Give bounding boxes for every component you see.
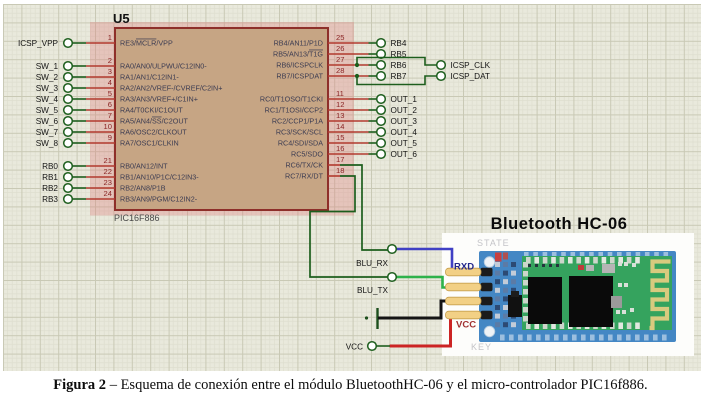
pcb-pad bbox=[635, 257, 640, 264]
pin-number: 22 bbox=[103, 167, 112, 177]
ic-chip-2 bbox=[569, 276, 613, 327]
pcb-pad bbox=[495, 271, 500, 276]
pcb-pad bbox=[608, 335, 613, 341]
pcb-pad bbox=[580, 252, 585, 256]
caption-label: Figura 2 bbox=[53, 377, 107, 393]
pcb-pad bbox=[589, 252, 594, 256]
pin-number: 9 bbox=[107, 133, 112, 143]
pcb-pad bbox=[543, 257, 548, 264]
pcb-pad bbox=[572, 335, 577, 341]
terminal-label: OUT_1 bbox=[390, 95, 417, 104]
smd-component bbox=[602, 264, 615, 273]
terminal-icon bbox=[64, 139, 73, 148]
pcb-pad bbox=[617, 252, 622, 256]
terminal-icon bbox=[377, 106, 386, 115]
pcb-pad bbox=[503, 322, 508, 327]
pin-name: RC3/SCK/SCL bbox=[275, 127, 323, 137]
pcb-pad bbox=[624, 262, 628, 266]
mounting-hole bbox=[484, 326, 494, 336]
terminal-label: OUT_3 bbox=[390, 117, 417, 126]
pcb-pad bbox=[626, 335, 631, 341]
terminal-label: RB6 bbox=[390, 61, 407, 70]
pin-name: RC2/CCP1/P1A bbox=[271, 116, 323, 126]
pcb-pad bbox=[511, 262, 516, 267]
pcb-pad bbox=[495, 279, 500, 284]
smd-component bbox=[495, 253, 502, 262]
pcb-pad bbox=[645, 252, 650, 256]
pin-number: 3 bbox=[107, 67, 112, 77]
terminal-icon bbox=[64, 84, 73, 93]
transistor bbox=[511, 291, 519, 297]
terminal-icon bbox=[64, 117, 73, 126]
header-pin bbox=[446, 283, 482, 291]
pcb-pad bbox=[503, 305, 508, 310]
net-label-blu-rx: BLU_RX bbox=[356, 259, 388, 268]
pin-name: RB7/ICSPDAT bbox=[276, 71, 323, 81]
terminal-icon bbox=[64, 173, 73, 182]
pin-name: RA5/AN4/SS/C2OUT bbox=[120, 116, 188, 126]
pcb-pad bbox=[503, 279, 508, 284]
pin-number: 6 bbox=[107, 100, 112, 110]
pcb-pad bbox=[495, 322, 500, 327]
ic-chip-1 bbox=[528, 277, 562, 324]
pin-name: RE3/MCLR/VPP bbox=[120, 38, 173, 48]
caption-text: – Esquema de conexión entre el módulo BluetoothHC-06 y el micro-controlador PIC16f886. bbox=[106, 377, 648, 393]
pcb-pad bbox=[554, 335, 559, 341]
pin-number: 15 bbox=[336, 133, 345, 143]
terminal-icon bbox=[437, 61, 446, 70]
terminal-label: RB0 bbox=[42, 162, 58, 171]
pin-name: RA7/OSC1/CLKIN bbox=[120, 138, 179, 148]
pcb-pad bbox=[511, 279, 516, 284]
pcb-pad bbox=[602, 257, 607, 264]
pcb-pad bbox=[533, 252, 538, 256]
pin-name: RB4/AN11/P1D bbox=[273, 38, 323, 48]
terminal-icon bbox=[377, 95, 386, 104]
terminal-label: SW_2 bbox=[35, 73, 58, 82]
pcb-pad bbox=[523, 289, 528, 295]
header-pin bbox=[446, 311, 482, 319]
pin-number: 11 bbox=[336, 89, 344, 99]
pin-name: RC6/TX/CK bbox=[285, 160, 323, 170]
pin-number: 14 bbox=[336, 122, 345, 132]
pcb-pad bbox=[627, 323, 632, 330]
terminal-label: SW_3 bbox=[35, 84, 58, 93]
pcb-pad bbox=[536, 335, 541, 341]
pcb-pad bbox=[528, 264, 531, 267]
pcb-pad bbox=[503, 296, 508, 301]
terminal-icon bbox=[64, 184, 73, 193]
terminal-icon bbox=[437, 72, 446, 81]
terminal-label: OUT_5 bbox=[390, 139, 417, 148]
pcb-pad bbox=[618, 323, 623, 330]
pcb-pad bbox=[495, 314, 500, 319]
pcb-pad bbox=[545, 335, 550, 341]
pcb-pad bbox=[495, 288, 500, 293]
pin-number: 7 bbox=[107, 111, 112, 121]
pin-name: RA4/T0CKI/C1OUT bbox=[120, 105, 183, 115]
pcb-pad bbox=[552, 252, 557, 256]
pin-number: 13 bbox=[336, 111, 345, 121]
module-title: Bluetooth HC-06 bbox=[490, 215, 628, 233]
pcb-pad bbox=[561, 252, 566, 256]
pcb-pad bbox=[563, 335, 568, 341]
pin-name: RC0/T1OSO/T1CKI bbox=[259, 94, 323, 104]
pcb-pad bbox=[523, 262, 528, 268]
terminal-icon bbox=[64, 195, 73, 204]
terminal-icon bbox=[377, 72, 386, 81]
pcb-pad bbox=[503, 271, 508, 276]
pin-name: RA1/AN1/C12IN1- bbox=[120, 72, 179, 82]
pcb-pad bbox=[542, 264, 545, 267]
terminal-icon bbox=[64, 95, 73, 104]
terminal-label: ICSP_VPP bbox=[17, 39, 58, 48]
smd-component bbox=[503, 253, 508, 260]
pcb-pad bbox=[503, 288, 508, 293]
pcb-pad bbox=[523, 298, 528, 304]
pin-number: 25 bbox=[336, 33, 345, 43]
pcb-pad bbox=[500, 335, 505, 341]
pcb-pad bbox=[543, 252, 548, 256]
terminal-label: SW_8 bbox=[35, 139, 58, 148]
pin-number: 17 bbox=[336, 155, 345, 165]
pin-number: 23 bbox=[103, 178, 112, 188]
pcb-pad bbox=[527, 335, 532, 341]
pcb-pad bbox=[598, 252, 603, 256]
pin-number: 26 bbox=[336, 44, 345, 54]
net-label-blu-tx: BLU_TX bbox=[357, 286, 388, 295]
pcb-pad bbox=[576, 257, 581, 264]
pcb-pad bbox=[624, 283, 628, 287]
pin-name: RC7/RX/DT bbox=[285, 171, 323, 181]
pcb-pad bbox=[617, 335, 622, 341]
pcb-pad bbox=[635, 323, 640, 330]
terminal-icon bbox=[377, 117, 386, 126]
pcb-pad bbox=[618, 283, 622, 287]
pin-number: 5 bbox=[107, 89, 112, 99]
pcb-pad bbox=[635, 335, 640, 341]
pcb-pad bbox=[593, 257, 598, 264]
pcb-pad bbox=[585, 257, 590, 264]
pcb-pad bbox=[632, 263, 636, 267]
pin-number: 27 bbox=[336, 55, 345, 65]
terminal-icon bbox=[64, 62, 73, 71]
figure-caption bbox=[0, 374, 701, 396]
terminal-label: RB5 bbox=[390, 50, 407, 59]
pin-name: RB5/AN13/T1G bbox=[273, 49, 323, 59]
terminal-label: OUT_6 bbox=[390, 150, 417, 159]
terminal-label: ICSP_CLK bbox=[450, 61, 491, 70]
pin-name: RB2/AN8/P1B bbox=[120, 183, 166, 193]
terminal-icon bbox=[64, 162, 73, 171]
pcb-pad bbox=[503, 314, 508, 319]
pcb-pad bbox=[590, 335, 595, 341]
pcb-pad bbox=[626, 252, 631, 256]
terminal-label: RB4 bbox=[390, 39, 407, 48]
terminal-icon bbox=[377, 150, 386, 159]
terminal-label: RB2 bbox=[42, 184, 58, 193]
pcb-pad bbox=[664, 252, 669, 256]
pcb-pad bbox=[654, 252, 659, 256]
pin-name: RC4/SDI/SDA bbox=[277, 138, 323, 148]
module-label-state: STATE bbox=[477, 238, 510, 248]
pin-name: RB1/AN10/P1C/C12IN3- bbox=[120, 172, 199, 182]
pcb-pad bbox=[616, 310, 620, 314]
terminal-icon bbox=[377, 61, 386, 70]
pcb-pad bbox=[511, 271, 516, 276]
terminal-icon bbox=[64, 73, 73, 82]
pcb-pad bbox=[608, 252, 613, 256]
pcb-pad bbox=[618, 262, 622, 266]
terminal-icon bbox=[377, 128, 386, 137]
terminal-label: SW_7 bbox=[35, 128, 58, 137]
pcb-pad bbox=[511, 322, 516, 327]
pcb-pad bbox=[523, 316, 528, 322]
module-label-key: KEY bbox=[471, 342, 493, 352]
terminal-label: OUT_4 bbox=[390, 128, 417, 137]
pin-number: 12 bbox=[336, 100, 345, 110]
pin-number: 10 bbox=[103, 122, 112, 132]
pcb-pad bbox=[644, 335, 649, 341]
pcb-pad bbox=[524, 252, 529, 256]
pcb-pad bbox=[495, 296, 500, 301]
pin-name: RB6/ICSPCLK bbox=[276, 60, 323, 70]
pin-name: RC5/SDO bbox=[291, 149, 323, 159]
net-label-vcc: VCC bbox=[345, 342, 363, 352]
pcb-pad bbox=[551, 257, 556, 264]
pcb-pad bbox=[636, 252, 641, 256]
smd-component bbox=[611, 296, 622, 308]
terminal-label: RB1 bbox=[42, 173, 58, 182]
pcb-pad bbox=[556, 264, 559, 267]
pcb-pad bbox=[523, 271, 528, 277]
chip-part-number: PIC16F886 bbox=[114, 213, 160, 223]
pcb-pad bbox=[503, 262, 508, 267]
pcb-pad bbox=[495, 262, 500, 267]
terminal-label: RB3 bbox=[42, 195, 58, 204]
pin-name: RA6/OSC2/CLKOUT bbox=[120, 127, 187, 137]
pin-number: 16 bbox=[336, 144, 345, 154]
pcb-pad bbox=[523, 307, 528, 313]
chip-ref: U5 bbox=[113, 11, 130, 26]
pin-number: 2 bbox=[107, 56, 112, 66]
pcb-pad bbox=[560, 257, 565, 264]
pcb-pad bbox=[534, 257, 539, 264]
pcb-pad bbox=[630, 308, 634, 312]
transistor bbox=[508, 295, 522, 317]
terminal-icon bbox=[377, 39, 386, 48]
pin-name: RA3/AN3/VREF+/C1IN+ bbox=[120, 94, 198, 104]
pin-name: RA0/AN0/ULPWU/C12IN0- bbox=[120, 61, 207, 71]
pcb-pad bbox=[535, 264, 538, 267]
pin-number: 24 bbox=[103, 189, 112, 199]
module-label-rxd: RXD bbox=[454, 261, 475, 273]
pcb-pad bbox=[571, 252, 576, 256]
terminal-icon bbox=[64, 39, 73, 48]
terminal-label: SW_5 bbox=[35, 106, 58, 115]
pcb-pad bbox=[610, 257, 615, 264]
terminal-label: SW_6 bbox=[35, 117, 58, 126]
module-label-vcc: VCC bbox=[456, 319, 477, 331]
smd-component bbox=[578, 265, 584, 270]
pin-number: 21 bbox=[103, 156, 112, 166]
pcb-pad bbox=[662, 335, 667, 341]
terminal-icon bbox=[377, 139, 386, 148]
mounting-hole bbox=[484, 257, 494, 267]
pin-number: 4 bbox=[107, 78, 112, 88]
terminal-icon bbox=[64, 128, 73, 137]
bluetooth-module-photo bbox=[442, 233, 694, 356]
terminal-label: ICSP_DAT bbox=[450, 72, 490, 81]
pcb-pad bbox=[495, 305, 500, 310]
pin-number: 18 bbox=[336, 166, 345, 176]
terminal-icon-vcc bbox=[368, 342, 377, 351]
terminal-label: OUT_2 bbox=[390, 106, 417, 115]
pcb-pad bbox=[581, 335, 586, 341]
terminal-label: RB7 bbox=[390, 72, 407, 81]
terminal-icon bbox=[64, 106, 73, 115]
terminal-label: SW_1 bbox=[35, 62, 58, 71]
pcb-pad bbox=[518, 335, 523, 341]
pin-name: RC1/T1OSI/CCP2 bbox=[264, 105, 323, 115]
pcb-pad bbox=[509, 335, 514, 341]
pcb-pad bbox=[622, 310, 626, 314]
pcb-pad bbox=[599, 335, 604, 341]
pcb-pad bbox=[523, 280, 528, 286]
pin-name: RB3/AN9/PGM/C12IN2- bbox=[120, 194, 198, 204]
pin-name: RB0/AN12/INT bbox=[120, 161, 168, 171]
pcb-pad bbox=[549, 264, 552, 267]
pin-name: RA2/AN2/VREF-/CVREF/C2IN+ bbox=[120, 83, 223, 93]
pcb-pad bbox=[568, 257, 573, 264]
pin-number: 1 bbox=[107, 33, 112, 43]
terminal-icon-blu-tx bbox=[388, 273, 397, 282]
terminal-label: SW_4 bbox=[35, 95, 58, 104]
ground-icon bbox=[365, 316, 368, 319]
pcb-pad bbox=[653, 335, 658, 341]
smd-component bbox=[586, 265, 594, 271]
terminal-icon-blu-rx bbox=[388, 245, 397, 254]
header-pin bbox=[446, 297, 482, 305]
pin-number: 28 bbox=[336, 66, 345, 76]
